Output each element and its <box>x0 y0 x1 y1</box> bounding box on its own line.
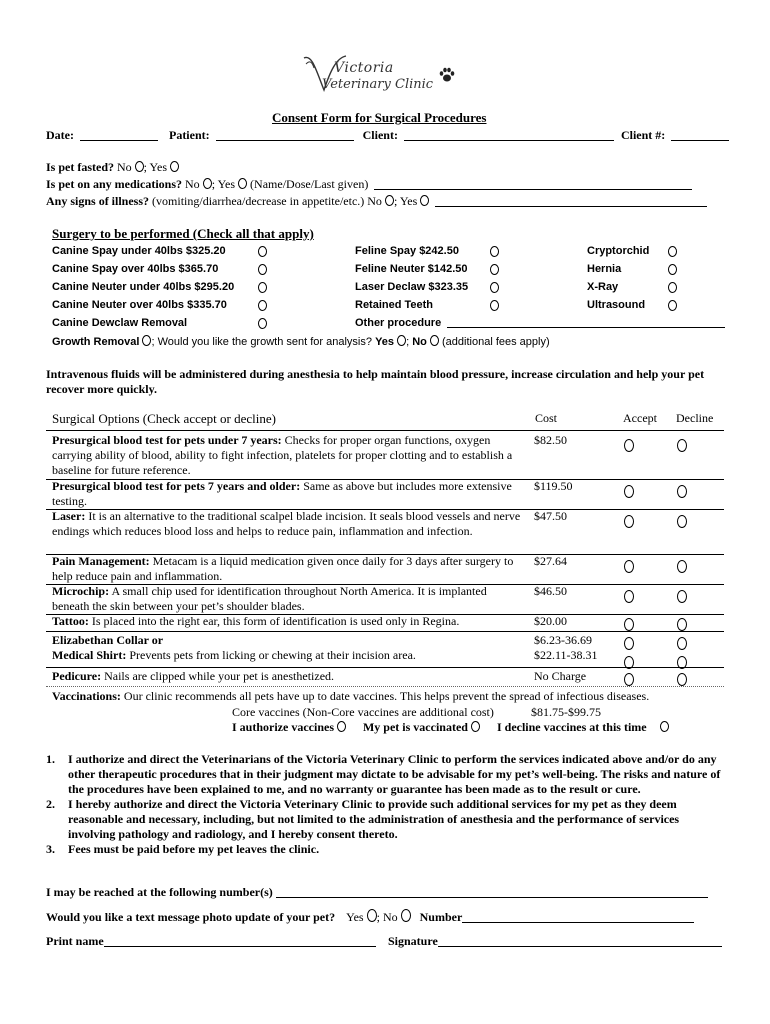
check-canine-neuter-under[interactable] <box>258 282 267 293</box>
surgery-item: Canine Spay under 40lbs $325.20 <box>52 245 226 257</box>
surgery-item: X-Ray <box>587 281 619 293</box>
other-procedure-field[interactable] <box>447 315 725 328</box>
check-cryptorchid[interactable] <box>668 246 677 257</box>
paw-icon <box>438 66 456 84</box>
check-laser-declaw[interactable] <box>490 282 499 293</box>
vaccines-text: Vaccinations: Our clinic recommends all pets have up to date vaccines. This helps prevent the spread of infectious diseases. <box>52 689 650 703</box>
fasted-question: Is pet fasted? No ; Yes <box>46 160 179 175</box>
option-decline-radio[interactable] <box>677 590 687 603</box>
option-desc: A small chip used for identification throughout North America. It is implanted beneath the skin between your pet’s shoulder blades. <box>52 584 487 613</box>
option-row-description <box>52 614 524 629</box>
text-update-label: Would you like a text message photo update of your pet? <box>46 910 336 924</box>
surgery-item: Laser Declaw $323.35 <box>355 281 469 293</box>
option-decline-radio[interactable] <box>677 439 687 452</box>
surgery-item: Canine Neuter over 40lbs $335.70 <box>52 299 227 311</box>
option-row-description <box>52 509 524 539</box>
col-accept-header: Accept <box>623 411 657 425</box>
date-label: Date: <box>46 128 74 142</box>
option-name: Tattoo: <box>52 614 89 628</box>
decline-vaccines-radio[interactable] <box>660 721 669 732</box>
phone-field[interactable] <box>276 885 708 898</box>
surgery-item: Feline Spay $242.50 <box>355 245 459 257</box>
text-update-no-radio[interactable] <box>401 909 411 922</box>
option-cost: No Charge <box>534 669 587 683</box>
option-row-description <box>52 584 524 614</box>
option-desc: Nails are clipped while your pet is anesthetized. <box>101 669 335 683</box>
option-name: Elizabethan Collar or <box>52 633 164 647</box>
option-cost: $47.50 <box>534 509 567 523</box>
option-accept-radio[interactable] <box>624 637 634 650</box>
fasted-label: Is pet fasted? <box>46 160 114 174</box>
clinic-logo <box>300 50 460 102</box>
option-accept-radio[interactable] <box>624 485 634 498</box>
option-row-description <box>52 479 524 509</box>
table-divider <box>46 667 724 668</box>
table-divider <box>46 686 724 687</box>
surgery-item: Canine Neuter under 40lbs $295.20 <box>52 281 235 293</box>
option-name: Presurgical blood test for pets 7 years and older: <box>52 479 301 493</box>
client-label: Client: <box>362 128 398 142</box>
option-row-description <box>52 433 524 478</box>
surgery-item: Cryptorchid <box>587 245 650 257</box>
meds-field[interactable] <box>374 177 692 190</box>
option-name: Pedicure: <box>52 669 102 683</box>
check-retained-teeth[interactable] <box>490 300 499 311</box>
option-accept-radio[interactable] <box>624 560 634 573</box>
option-name: Microchip: <box>52 584 110 598</box>
logo-line1: Victoria <box>334 60 394 76</box>
phone-row <box>46 885 708 900</box>
option-desc: Is placed into the right ear, this form of identification is used only in Regina. <box>88 614 460 628</box>
core-vaccines-cost: $81.75-$99.75 <box>531 705 601 719</box>
surgery-col1 <box>52 242 234 332</box>
option-desc: Metacam is a liquid medication given once daily for 3 days after surgery to help reduce pain and inflammation. <box>52 554 514 583</box>
option-row-description <box>52 648 524 663</box>
option-row-description <box>52 669 524 684</box>
meds-label: Is pet on any medications? <box>46 177 183 191</box>
client-no-field[interactable] <box>671 128 729 141</box>
meds-yes-radio[interactable] <box>238 178 247 189</box>
logo-line2: Veterinary Clinic <box>322 77 434 92</box>
option-name: Medical Shirt: <box>52 648 127 662</box>
print-name-label: Print name <box>46 934 104 948</box>
vaccine-choices: I authorize vaccines My pet is vaccinated I decline vaccines at this time <box>232 720 669 735</box>
surgery-col2-checks <box>490 243 499 315</box>
option-row-description <box>52 633 524 648</box>
signature-row <box>388 934 722 949</box>
col-cost-header: Cost <box>535 411 558 425</box>
table-divider <box>46 631 724 632</box>
phone-label: I may be reached at the following number(s) <box>46 885 273 899</box>
fasted-yes-radio[interactable] <box>170 161 179 172</box>
check-hernia[interactable] <box>668 264 677 275</box>
patient-field[interactable] <box>216 128 354 141</box>
surgery-item: Hernia <box>587 263 622 275</box>
surgery-item: Ultrasound <box>587 299 646 311</box>
growth-row: Growth Removal ; Would you like the growth sent for analysis? Yes ; No (additional fees apply) <box>52 336 550 348</box>
text-number-field[interactable] <box>462 910 694 923</box>
check-canine-neuter-over[interactable] <box>258 300 267 311</box>
option-name: Laser: <box>52 509 86 523</box>
illness-label: Any signs of illness? <box>46 194 150 208</box>
form-title: Consent Form for Surgical Procedures <box>272 110 487 125</box>
core-vaccines: Core vaccines (Non-Core vaccines are additional cost) <box>232 705 494 719</box>
term-1: 1. I authorize and direct the Veterinarians of the Victoria Veterinary Clinic to perform the services indicated above and/or do any other therapeutic procedures that in their judgment may dictate to be advisable for my pet’s well-being. The risks and nature of the procedures have been explained to me, and no warranty or guarantee has been made as to the result or cure. <box>46 752 721 796</box>
option-name: Pain Management: <box>52 554 150 568</box>
fasted-no-radio[interactable] <box>135 161 144 172</box>
client-no-label: Client #: <box>620 128 666 142</box>
option-cost: $119.50 <box>534 479 573 493</box>
logo-v-mark <box>300 50 460 102</box>
surgery-item: Retained Teeth <box>355 299 434 311</box>
text-update-yes-radio[interactable] <box>367 909 377 922</box>
term-3: 3. Fees must be paid before my pet leaves the clinic. <box>46 842 320 856</box>
pet-vaccinated-radio[interactable] <box>471 721 480 732</box>
illness-no-radio[interactable] <box>385 195 394 206</box>
other-procedure-label: Other procedure <box>355 317 442 329</box>
option-desc: Checks for proper organ functions, oxygen carrying ability of blood, ability to fight infection, platelets for proper clotting and to establish a baseline for future reference. <box>52 433 513 477</box>
option-decline-radio[interactable] <box>677 560 687 573</box>
option-accept-radio[interactable] <box>624 673 634 686</box>
option-desc: Prevents pets from licking or chewing at their incision area. <box>126 648 416 662</box>
text-update-row: Would you like a text message photo update of your pet? Yes ; No Number <box>46 909 694 925</box>
check-xray[interactable] <box>668 282 677 293</box>
meds-question: Is pet on any medications? No ; Yes (Name/Dose/Last given) <box>46 177 692 192</box>
print-name-field[interactable] <box>104 934 376 947</box>
option-desc: It is an alternative to the traditional scalpel blade incision. It seals blood vessels and nerve endings which reduces blood loss and helps to reduce pain, inflammation and infection. <box>52 509 521 538</box>
option-cost: $82.50 <box>534 433 567 447</box>
option-accept-radio[interactable] <box>624 439 634 452</box>
check-dewclaw[interactable] <box>258 318 267 329</box>
surgery-col3-checks <box>668 243 677 315</box>
growth-label: Growth Removal <box>52 336 140 348</box>
check-canine-spay-under[interactable] <box>258 246 267 257</box>
print-name-row <box>46 934 376 949</box>
option-decline-radio[interactable] <box>677 618 687 631</box>
option-decline-radio[interactable] <box>677 515 687 528</box>
option-cost: $46.50 <box>534 584 567 598</box>
illness-question: Any signs of illness? (vomiting/diarrhea/decrease in appetite/etc.) No ; Yes <box>46 194 707 209</box>
check-feline-spay[interactable] <box>490 246 499 257</box>
meds-no-radio[interactable] <box>203 178 212 189</box>
header-row <box>46 128 729 143</box>
signature-label: Signature <box>388 934 438 948</box>
option-decline-radio[interactable] <box>677 673 687 686</box>
growth-analysis-no-radio[interactable] <box>430 335 439 346</box>
options-heading: Surgical Options (Check accept or decline) <box>52 411 276 426</box>
vaccines-label: Vaccinations: <box>52 689 121 703</box>
option-desc: Same as above but includes more extensive testing. <box>52 479 512 508</box>
option-cost: $6.23-36.69 <box>534 633 592 647</box>
check-ultrasound[interactable] <box>668 300 677 311</box>
option-accept-radio[interactable] <box>624 618 634 631</box>
terms-list <box>46 752 726 857</box>
option-row-description <box>52 554 524 584</box>
surgery-item: Canine Spay over 40lbs $365.70 <box>52 263 219 275</box>
surgery-item: Feline Neuter $142.50 <box>355 263 468 275</box>
signature-field[interactable] <box>438 934 722 947</box>
check-feline-neuter[interactable] <box>490 264 499 275</box>
option-decline-radio[interactable] <box>677 485 687 498</box>
term-2: 2. I hereby authorize and direct the Victoria Veterinary Clinic to provide such additional services for my pet as they deem reasonable and necessary, including, but not limited to the administration of anesthesia and the performance of services involving pathology and radiology, and I hereby consent thereto. <box>46 797 680 841</box>
patient-label: Patient: <box>168 128 210 142</box>
option-decline-radio[interactable] <box>677 637 687 650</box>
option-name: Presurgical blood test for pets under 7 years: <box>52 433 282 447</box>
check-canine-spay-over[interactable] <box>258 264 267 275</box>
surgery-col1-checks <box>258 243 267 333</box>
option-cost: $22.11-38.31 <box>534 648 598 662</box>
date-field[interactable] <box>80 128 158 141</box>
option-accept-radio[interactable] <box>624 515 634 528</box>
growth-analysis-yes-radio[interactable] <box>397 335 406 346</box>
iv-fluids-note: Intravenous fluids will be administered during anesthesia to help maintain blood pressure, increase circulation and help your pet recover more quickly. <box>46 367 705 396</box>
illness-field[interactable] <box>435 194 707 207</box>
col-decline-header: Decline <box>676 411 714 425</box>
option-cost: $20.00 <box>534 614 567 628</box>
surgery-heading: Surgery to be performed (Check all that apply) <box>52 226 314 241</box>
surgery-item: Canine Dewclaw Removal <box>52 317 188 329</box>
client-field[interactable] <box>404 128 614 141</box>
illness-yes-radio[interactable] <box>420 195 429 206</box>
surgery-col3 <box>587 242 649 314</box>
option-cost: $27.64 <box>534 554 567 568</box>
authorize-vaccines-radio[interactable] <box>337 721 346 732</box>
option-accept-radio[interactable] <box>624 590 634 603</box>
